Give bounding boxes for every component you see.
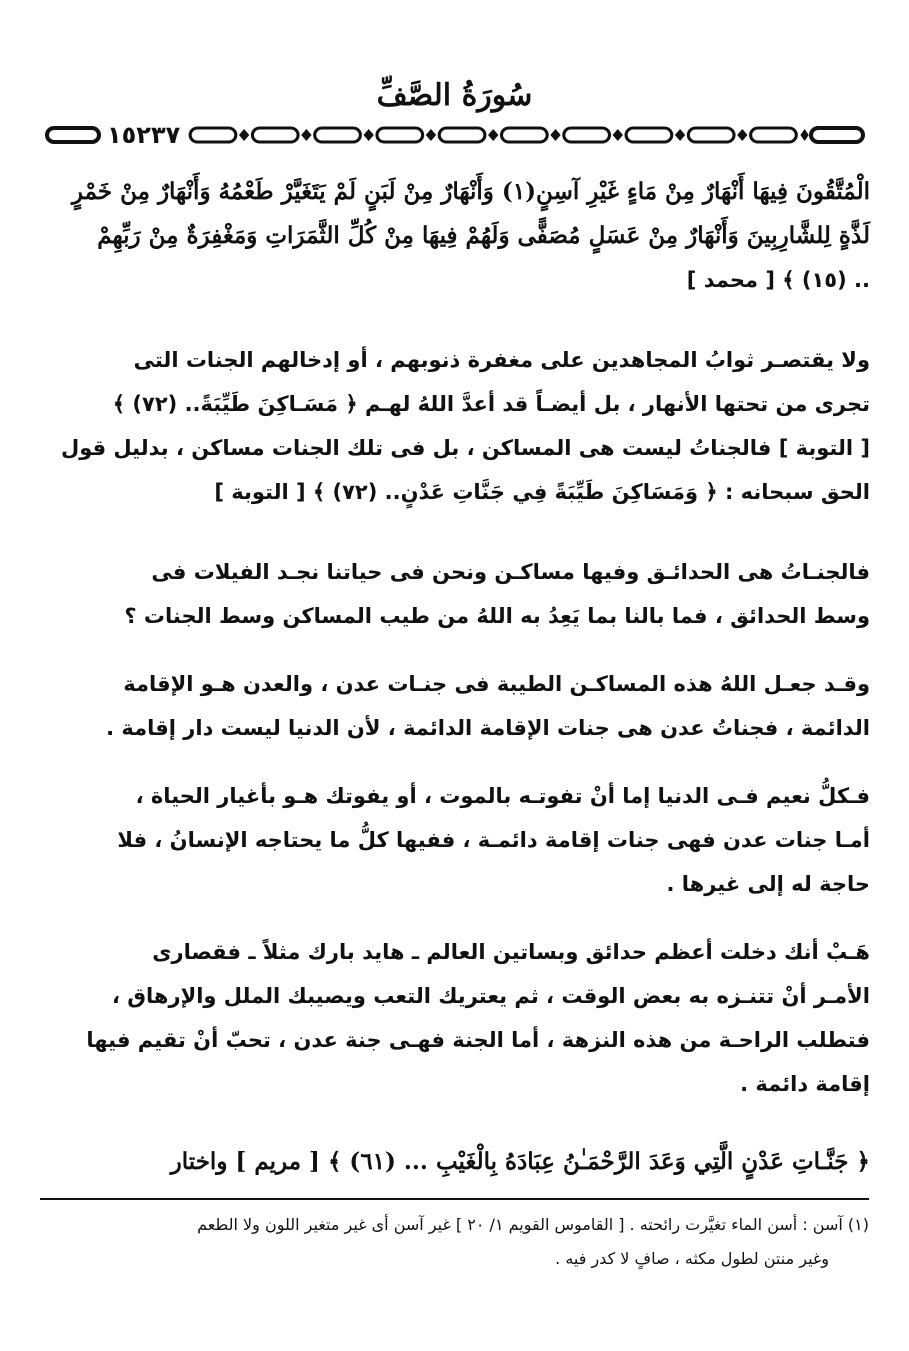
- text-line: فالجنـاتُ هى الحدائـق وفيها مساكـن ونحن فى حياتنا نجـد الفيلات فى: [151, 560, 870, 584]
- header-ornament-rule: [45, 118, 865, 152]
- chain-ornament: [186, 123, 809, 147]
- text-line: لَذَّةٍ لِلشَّارِبِينَ وَأَنْهَارٌ مِنْ عَسَلٍ مُصَفًّى وَلَهُمْ فِيهَا مِنْ كُلِّ الثَّمَرَاتِ وَمَغْفِرَةٌ مِنْ رَبِّهِمْ: [97, 222, 870, 249]
- text-line: الدائمة ، فجناتُ عدن هى جنات الإقامة الدائمة ، لأن الدنيا ليست دار إقامة .: [106, 716, 870, 740]
- text-line: الأمـر أنْ تتنـزه به بعض الوقت ، ثم يعتريك التعب ويصيبك الملل والإرهاق ،: [111, 984, 870, 1008]
- text-line: وقـد جعـل اللهُ هذه المساكـن الطيبة فى جنـات عدن ، والعدن هـو الإقامة: [123, 672, 870, 696]
- text-line: .. (١٥) ﴾ [ محمد ]: [686, 268, 870, 292]
- text-line: تجرى من تحتها الأنهار ، بل أيضـاً قد أعدَّ اللهُ لهـم ﴿ مَسَـاكِنَ طَيِّبَةً.. (٧٢) ﴾: [112, 392, 870, 416]
- footnote-divider: [40, 1198, 869, 1200]
- footnote-line: وغير منتن لطول مكثه ، صافٍ لا كدر فيه .: [555, 1249, 829, 1268]
- ornament-right-cap: [809, 126, 865, 144]
- text-line: الحق سبحانه : ﴿ وَمَسَاكِنَ طَيِّبَةً فِي جَنَّاتِ عَدْنٍ.. (٧٢) ﴾ [ التوبة ]: [214, 480, 870, 504]
- paragraph-5: [40, 930, 870, 1106]
- paragraph-1: [40, 338, 870, 514]
- page-number: ١٥٢٣٧: [107, 121, 181, 149]
- text-line: فتطلب الراحـة من هذه النزهة ، أما الجنة فهـى جنة عدن ، تحبّ أنْ تقيم فيها: [86, 1028, 870, 1052]
- text-line: ولا يقتصـر ثوابُ المجاهدين على مغفرة ذنوبهم ، أو إدخالهم الجنات التى: [133, 348, 870, 372]
- text-line: ﴿ جَنَّـاتِ عَدْنٍ الَّتِي وَعَدَ الرَّحْمَـٰنُ عِبَادَهُ بِالْغَيْبِ ... (٦١) ﴾ [ مريم ] واختار: [170, 1148, 870, 1175]
- closing-line: [40, 1140, 870, 1184]
- text-line: الْمُتَّقُونَ فِيهَا أَنْهَارٌ مِنْ مَاءٍ غَيْرِ آسِنٍ(١) وَأَنْهَارٌ مِنْ لَبَنٍ لَمْ يَتَغَيَّرْ طَعْمُهُ وَأَنْهَارٌ مِنْ خَمْرٍ: [71, 178, 870, 205]
- text-line: فـكلُّ نعيم فـى الدنيا إما أنْ تفوتـه بالموت ، أو يفوتك هـو بأغيار الحياة ،: [135, 784, 870, 808]
- quran-passage: [40, 170, 870, 302]
- surah-title: سُورَةُ الصَّفِّ: [376, 78, 533, 113]
- footnotes: [40, 1208, 869, 1276]
- text-line: [ التوبة ] فالجناتُ ليست هى المساكن ، بل فى تلك الجنات مساكن ، بدليل قول: [60, 436, 870, 460]
- text-line: حاجة له إلى غيرها .: [666, 872, 870, 896]
- ornament-left-cap: [45, 126, 101, 144]
- text-line: هَـبْ أنك دخلت أعظم حدائق وبساتين العالم ـ هايد بارك مثلاً ـ فقصارى: [152, 940, 870, 964]
- paragraph-4: [40, 774, 870, 906]
- footnote-line: (١) آسن : أسن الماء تغيَّرت رائحته . [ القاموس القويم ١/ ٢٠ ] غير آسن أى غير متغير اللون ولا الطعم: [197, 1215, 869, 1234]
- paragraph-3: [40, 662, 870, 750]
- text-line: إقامة دائمة .: [740, 1072, 870, 1096]
- paragraph-2: [40, 550, 870, 638]
- text-line: أمـا جنات عدن فهى جنات إقامة دائمـة ، ففيها كلُّ ما يحتاجه الإنسانُ ، فلا: [117, 828, 870, 852]
- text-line: وسط الحدائق ، فما بالنا بما يَعِدُ به اللهُ من طيب المساكن وسط الجنات ؟: [124, 604, 870, 628]
